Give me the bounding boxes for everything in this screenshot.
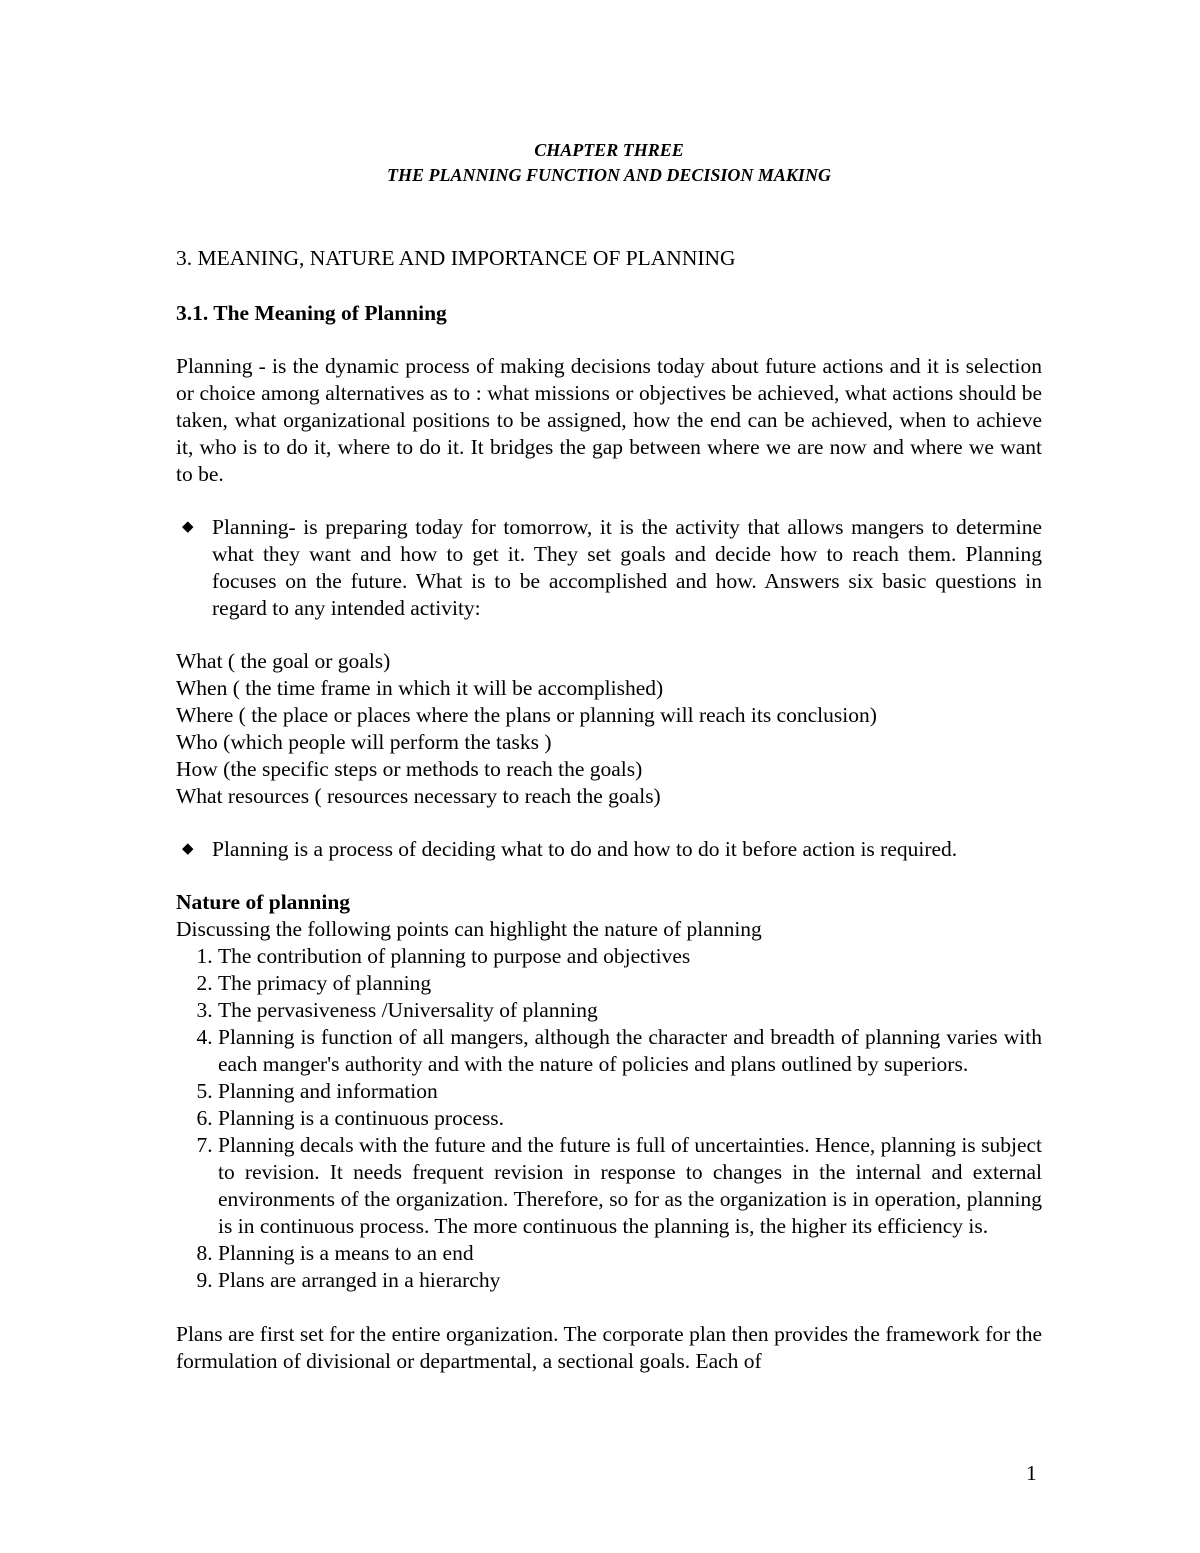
questions-list	[176, 648, 1042, 810]
bullet-text: Planning- is preparing today for tomorrow, it is the activity that allows mangers to determine what they want and how to get it. They set goals and decide how to reach them. Planning focuses on the future. What is to be accomplished and how. Answers six basic questions in regard to any intended activity:	[212, 515, 1042, 620]
list-item	[176, 970, 1042, 997]
list-number: 4.	[196, 1025, 213, 1049]
list-item	[176, 943, 1042, 970]
bullet-item	[176, 836, 1042, 863]
list-number: 7.	[196, 1133, 213, 1157]
list-item	[176, 1078, 1042, 1105]
list-number: 6.	[196, 1106, 213, 1130]
nature-heading: Nature of planning	[176, 890, 351, 914]
list-number: 8.	[196, 1241, 213, 1265]
nature-list	[176, 943, 1042, 1294]
closing-paragraph: Plans are first set for the entire organization. The corporate plan then provides the framework for the formulation of divisional or departmental, a sectional goals. Each of	[176, 1322, 1042, 1373]
list-number: 9.	[196, 1268, 213, 1292]
list-item	[176, 997, 1042, 1024]
list-number: 5.	[196, 1079, 213, 1103]
list-number: 2.	[196, 971, 213, 995]
list-item-text: The primacy of planning	[218, 971, 432, 995]
list-item	[176, 1105, 1042, 1132]
bullet-text: Planning is a process of deciding what to do and how to do it before action is required.	[212, 837, 958, 861]
list-item-text: Planning is a continuous process.	[218, 1106, 505, 1130]
page-number: 1	[1026, 1461, 1037, 1485]
bullet-item	[176, 514, 1042, 622]
question-line: When ( the time frame in which it will be accomplished)	[176, 676, 664, 700]
section-heading: 3. MEANING, NATURE AND IMPORTANCE OF PLANNING	[176, 246, 736, 270]
intro-paragraph: Planning - is the dynamic process of making decisions today about future actions and it is selection or choice among alternatives as to : what missions or objectives be achieved, what actions should be taken, what organizational positions to be assigned, how the end can be achieved, when to achieve it, who is to do it, where to do it. It bridges the gap between where we are now and where we want to be.	[176, 354, 1042, 486]
nature-intro: Discussing the following points can highlight the nature of planning	[176, 917, 762, 941]
list-item-text: The contribution of planning to purpose and objectives	[218, 944, 691, 968]
list-number: 3.	[196, 998, 213, 1022]
question-line: Who (which people will perform the tasks )	[176, 730, 552, 754]
chapter-subtitle: THE PLANNING FUNCTION AND DECISION MAKING	[387, 165, 831, 185]
document-page	[176, 138, 1042, 1375]
diamond-bullet-icon: ◆	[182, 841, 194, 857]
question-line: How (the specific steps or methods to reach the goals)	[176, 757, 643, 781]
list-item-text: Planning and information	[218, 1079, 438, 1103]
question-line: What resources ( resources necessary to reach the goals)	[176, 784, 661, 808]
list-item	[176, 1132, 1042, 1240]
list-number: 1.	[196, 944, 213, 968]
diamond-bullet-icon: ◆	[182, 519, 194, 535]
list-item-text: Planning is function of all mangers, although the character and breadth of planning varies with each manger's authority and with the nature of policies and plans outlined by superiors.	[218, 1025, 1042, 1076]
list-item-text: Plans are arranged in a hierarchy	[218, 1268, 501, 1292]
list-item-text: The pervasiveness /Universality of planning	[218, 998, 598, 1022]
list-item-text: Planning is a means to an end	[218, 1241, 474, 1265]
list-item	[176, 1267, 1042, 1294]
list-item-text: Planning decals with the future and the future is full of uncertainties. Hence, planning is subject to revision. It needs frequent revision in response to changes in the internal and external environments of the organization. Therefore, so for as the organization is in operation, planning is in continuous process. The more continuous the planning is, the higher its efficiency is.	[218, 1133, 1042, 1238]
subsection-heading: 3.1. The Meaning of Planning	[176, 301, 447, 325]
chapter-title: CHAPTER THREE	[534, 140, 684, 160]
question-line: What ( the goal or goals)	[176, 649, 391, 673]
question-line: Where ( the place or places where the plans or planning will reach its conclusion)	[176, 703, 877, 727]
list-item	[176, 1024, 1042, 1078]
list-item	[176, 1240, 1042, 1267]
